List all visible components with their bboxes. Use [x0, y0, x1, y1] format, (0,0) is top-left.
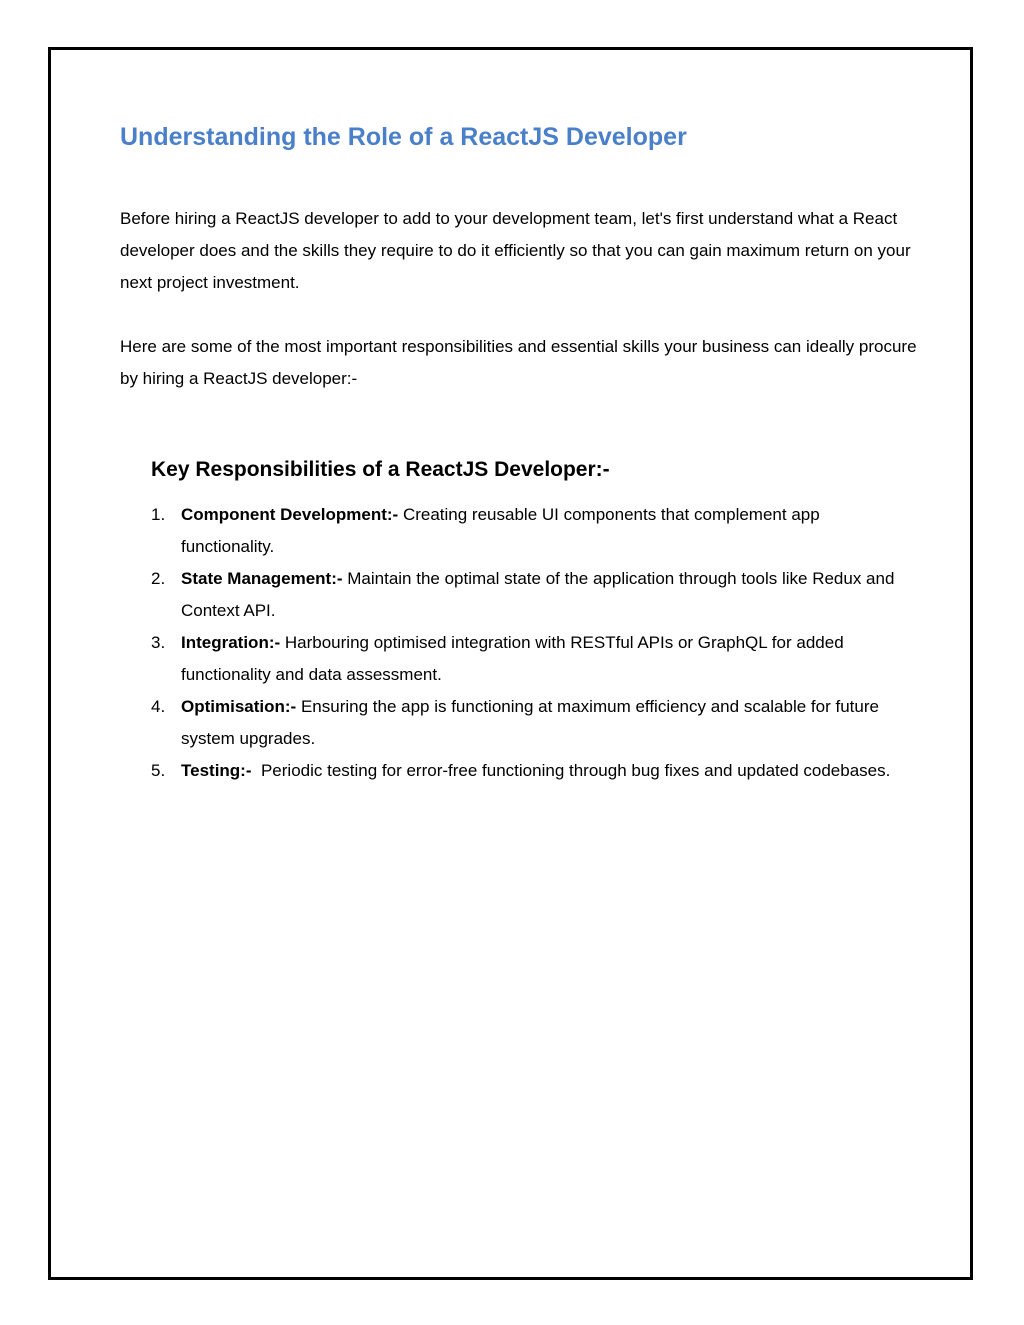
- list-item-number: 5.: [151, 761, 166, 780]
- list-item: [151, 563, 911, 627]
- list-item: [151, 691, 911, 755]
- list-item: [151, 755, 911, 787]
- list-item-term: Testing:-: [181, 761, 252, 780]
- responsibilities-heading: Key Responsibilities of a ReactJS Developer:-: [151, 458, 610, 481]
- list-item-term: State Management:-: [181, 569, 343, 588]
- list-item-text: Maintain the optimal state of the application through tools like Redux and Context API.: [181, 569, 900, 620]
- list-item-term: Component Development:-: [181, 505, 399, 524]
- list-item-number: 1.: [151, 505, 166, 524]
- responsibilities-list: [151, 499, 911, 787]
- document-title: Understanding the Role of a ReactJS Developer: [120, 123, 687, 151]
- list-item: [151, 499, 911, 563]
- list-item-text: Creating reusable UI components that complement app functionality.: [181, 505, 825, 556]
- list-item-text: Harbouring optimised integration with RESTful APIs or GraphQL for added functionality and data assessment.: [181, 633, 849, 684]
- list-item-term: Optimisation:-: [181, 697, 297, 716]
- list-item-text: Ensuring the app is functioning at maximum efficiency and scalable for future system upgrades.: [181, 697, 884, 748]
- intro-paragraph: Before hiring a ReactJS developer to add to your development team, let's first understand what a React developer does and the skills they require to do it efficiently so that you can gain maximum return on your next project investment.: [120, 209, 911, 292]
- list-item: [151, 627, 911, 691]
- list-item-number: 2.: [151, 569, 166, 588]
- skills-intro-paragraph: Here are some of the most important responsibilities and essential skills your business can ideally procure by hiring a ReactJS developer:-: [120, 337, 917, 388]
- list-item-text: Periodic testing for error-free functioning through bug fixes and updated codebases.: [251, 761, 891, 780]
- list-item-term: Integration:-: [181, 633, 281, 652]
- list-item-number: 3.: [151, 633, 166, 652]
- list-item-number: 4.: [151, 697, 166, 716]
